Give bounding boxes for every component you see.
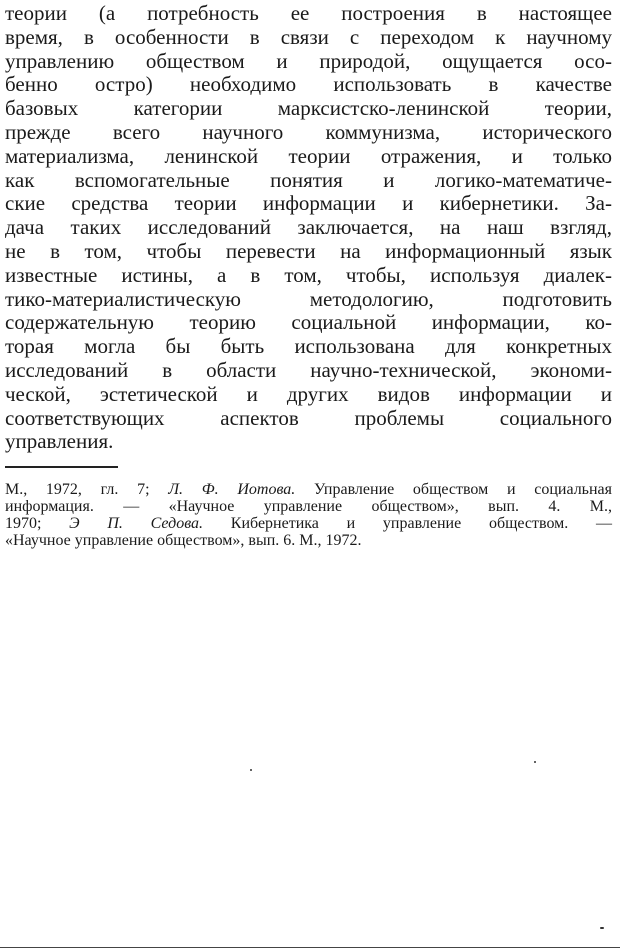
- text-line: прежде всего научного коммунизма, исторического: [5, 119, 612, 144]
- text-line: содержательную теорию социальной информации, ко-: [5, 310, 612, 335]
- page-edge-line: [0, 947, 620, 948]
- text-line: бенно остро) необходимо использовать в качестве: [5, 72, 612, 97]
- text-line: не в том, чтобы перевести на информационный язык: [5, 238, 612, 263]
- footnote-text: М., 1972, гл. 7;: [5, 481, 169, 498]
- text-line: торая могла бы быть использована для конкретных: [5, 334, 612, 359]
- text-line: материализма, ленинской теории отражения, и только: [5, 143, 612, 168]
- text-line: теории (а потребность ее построения в настоящее: [5, 1, 612, 25]
- text-line: время, в особенности в связи с переходом к научному: [5, 24, 612, 49]
- scan-speck: [600, 927, 604, 929]
- scan-speck: [250, 769, 252, 771]
- footnote-line: [5, 481, 612, 498]
- footnote-text: Кибернетика и управление обществом. —: [203, 515, 612, 532]
- footnote-text: Управление обществом и социальная: [295, 481, 612, 498]
- text-line: ческой, эстетической и других видов информации и: [5, 381, 612, 406]
- text-line: базовых категории марксистско-ленинской теории,: [5, 96, 612, 121]
- text-line: ские средства теории информации и кибернетики. За-: [5, 191, 612, 216]
- text-line: исследований в области научно-технической, экономи-: [5, 357, 612, 382]
- footnote-divider: [5, 466, 118, 468]
- text-line: управления.: [5, 429, 114, 454]
- text-line: управлению обществом и природой, ощущается осо-: [5, 48, 612, 73]
- author-name: Э П. Седова.: [69, 515, 204, 532]
- footnote-line: [5, 515, 612, 532]
- footnote-line: [5, 532, 612, 549]
- body-text: [5, 2, 612, 454]
- author-name: Л. Ф. Иотова.: [168, 481, 296, 498]
- footnote-text: информация. — «Научное управление обществом», вып. 4. М.,: [5, 498, 612, 515]
- scan-speck: [534, 761, 536, 763]
- footnote-text: «Научное управление обществом», вып. 6. М., 1972.: [5, 532, 362, 549]
- text-line: тико-материалистическую методологию, подготовить: [5, 286, 612, 311]
- text-line: известные истины, а в том, чтобы, используя диалек-: [5, 262, 612, 287]
- text-line: дача таких исследований заключается, на наш взгляд,: [5, 215, 612, 240]
- footnote-line: [5, 498, 612, 515]
- text-line: соответствующих аспектов проблемы социального: [5, 405, 612, 430]
- footnote-text: 1970;: [5, 515, 70, 532]
- footnotes: [5, 481, 612, 549]
- text-line: как вспомогательные понятия и логико-математиче-: [5, 167, 612, 192]
